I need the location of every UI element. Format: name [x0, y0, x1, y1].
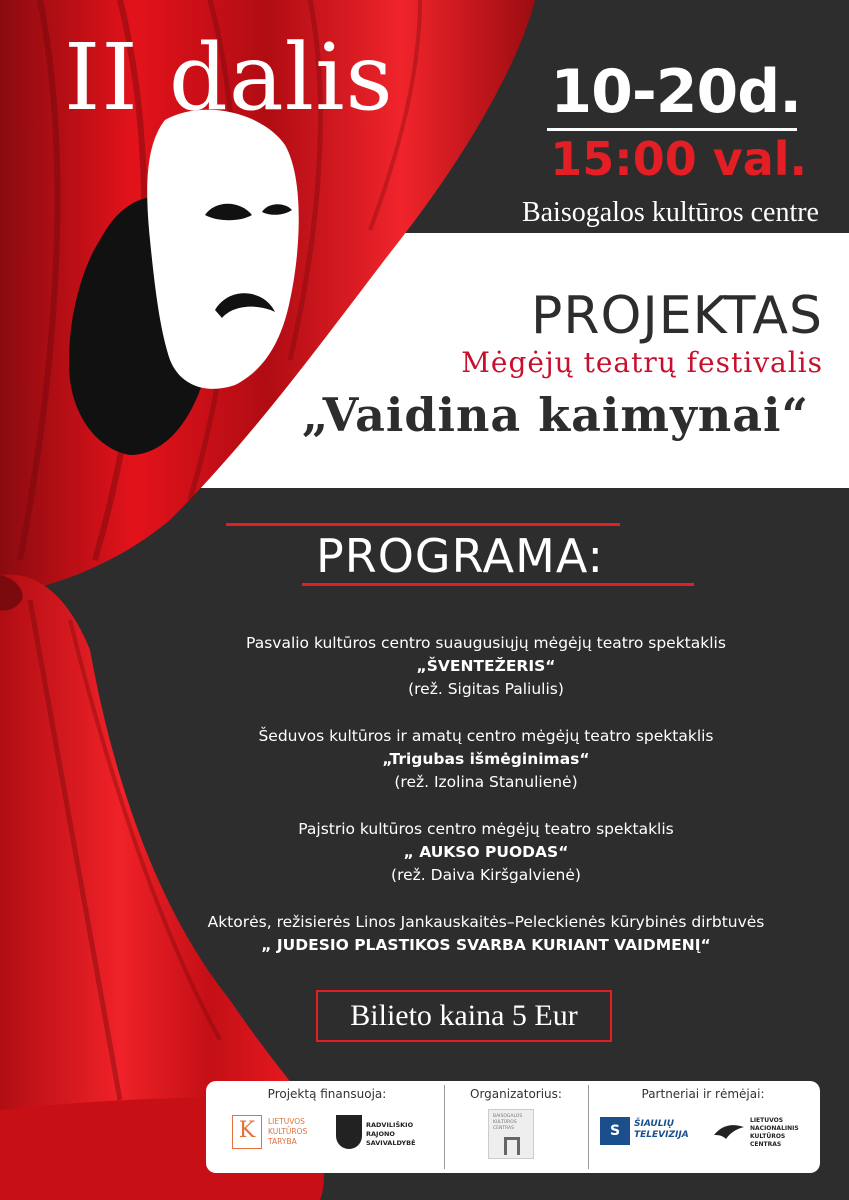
sponsor-divider — [444, 1085, 445, 1169]
program-item-title: „ AUKSO PUODAS“ — [403, 843, 569, 861]
program-item-director: (rež. Izolina Stanulienė) — [394, 773, 578, 791]
event-date: 10-20d. — [550, 57, 801, 127]
project-name: „Vaidina kaimynai“ — [301, 388, 809, 442]
partners-label: Partneriai ir rėmėjai: — [641, 1087, 765, 1101]
project-label: PROJEKTAS — [531, 286, 823, 346]
program-item-director: (rež. Daiva Kiršgalvienė) — [391, 866, 581, 884]
programa-rule-bottom — [302, 583, 694, 586]
rajonas-coat-of-arms-icon — [336, 1115, 362, 1149]
program-item-title: „ JUDESIO PLASTIKOS SVARBA KURIANT VAIDMENĮ“ — [261, 936, 711, 954]
event-venue: Baisogalos kultūros centre — [521, 197, 819, 228]
sponsor-bar — [206, 1081, 820, 1173]
lnkc-bird-icon — [712, 1121, 746, 1141]
lnkc-text: LIETUVOS NACIONALINIS KULTŪROS CENTRAS — [750, 1117, 799, 1148]
program-item-description: Pasvalio kultūros centro suaugusiųjų mėgėjų teatro spektaklis — [246, 634, 726, 652]
tv-text: ŠIAULIŲ TELEVIZIJA — [634, 1119, 689, 1140]
funded-label: Projektą finansuoja: — [267, 1087, 387, 1101]
programa-rule-top — [226, 523, 620, 526]
sponsor-divider — [588, 1085, 589, 1169]
programa-heading: PROGRAMA: — [316, 529, 604, 583]
event-time: 15:00 val. — [550, 132, 807, 186]
program-item — [186, 725, 786, 794]
program-item-description: Aktorės, režisierės Linos Jankauskaitės–Peleckienės kūrybinės dirbtuvės — [207, 913, 765, 931]
date-underline — [547, 128, 797, 131]
program-item-title: „ŠVENTEŽERIS“ — [416, 657, 556, 675]
tv-logo-icon: S — [600, 1117, 630, 1145]
program-item — [186, 911, 786, 957]
ltk-text: LIETUVOS KULTŪROS TARYBA — [268, 1117, 308, 1146]
column-icon — [504, 1137, 520, 1155]
part-title: II dalis — [64, 24, 394, 131]
rajonas-text: RADVILIŠKIO RAJONO SAVIVALDYBĖ — [366, 1121, 416, 1147]
ltk-logo: K — [232, 1115, 262, 1149]
program-item-title: „Trigubas išmėginimas“ — [382, 750, 590, 768]
ticket-price: Bilieto kaina 5 Eur — [316, 990, 612, 1042]
program-item — [186, 632, 786, 701]
program-item-director: (rež. Sigitas Paliulis) — [408, 680, 564, 698]
program-list — [186, 632, 786, 981]
program-item — [186, 818, 786, 887]
festival-title: Mėgėjų teatrų festivalis — [461, 346, 823, 379]
program-item-description: Pajstrio kultūros centro mėgėjų teatro spektaklis — [298, 820, 674, 838]
baisogala-logo: BAISOGALOS KULTŪROS CENTRAS — [488, 1109, 534, 1159]
program-item-description: Šeduvos kultūros ir amatų centro mėgėjų teatro spektaklis — [258, 727, 714, 745]
organizer-label: Organizatorius: — [470, 1087, 562, 1101]
